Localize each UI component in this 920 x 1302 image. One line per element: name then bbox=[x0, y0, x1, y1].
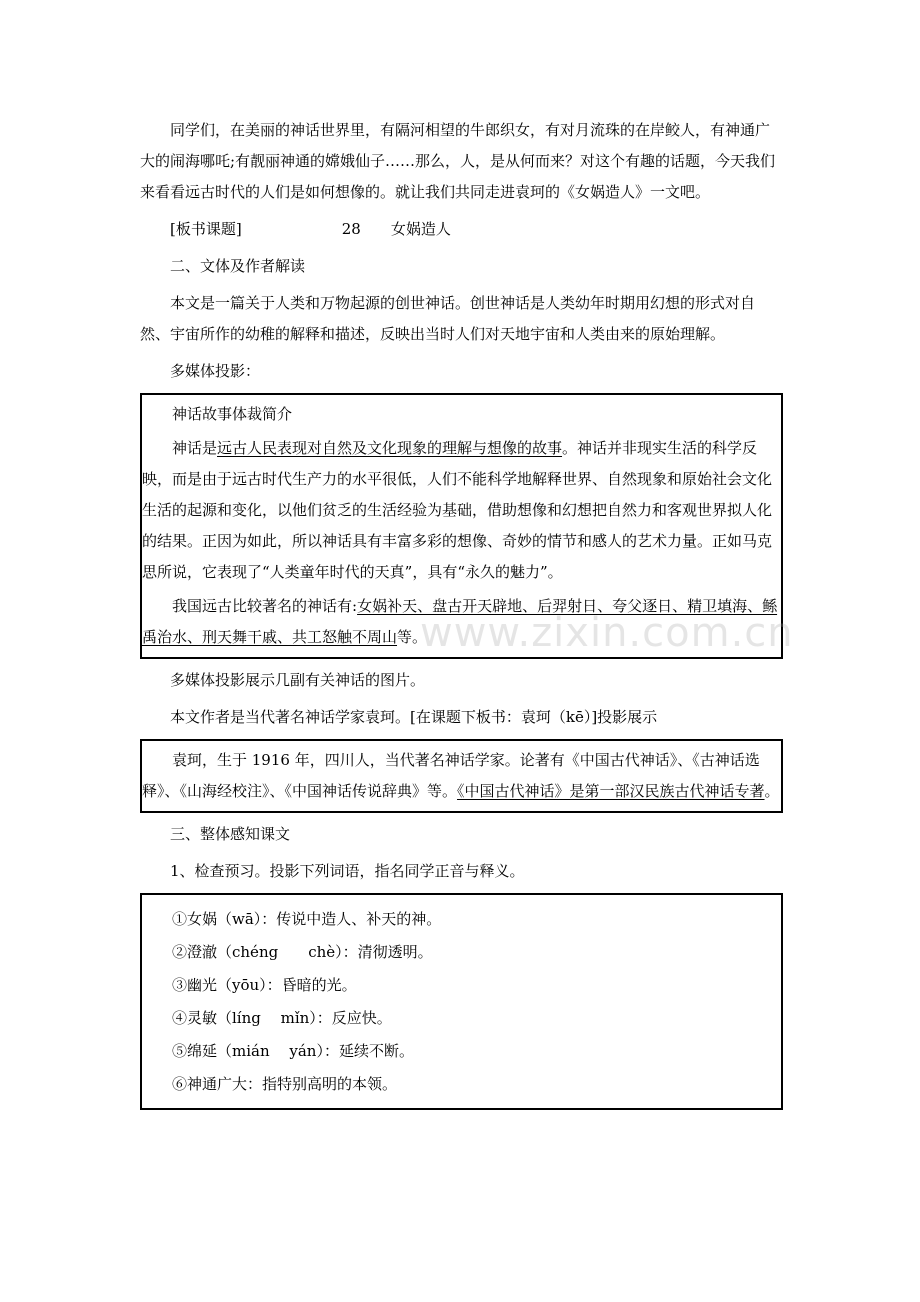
vocab-item: ②澄澈（chéng chè）：清彻透明。 bbox=[172, 943, 433, 961]
famous-myths-list: 女娲补天、盘古开天辟地、后羿射日、夸父逐日、精卫填海、鲧禹治水、刑天舞干戚、共工怒触不周山 bbox=[142, 597, 778, 646]
myth-def-underlined: 远古人民表现对自然及文化现象的理解与想像的故事 bbox=[217, 439, 563, 457]
author-box bbox=[140, 739, 783, 813]
watermark: www.zixin.com.cn bbox=[420, 610, 794, 656]
myth-box-title: 神话故事体裁简介 bbox=[172, 405, 293, 423]
lesson-number: 28 bbox=[341, 220, 361, 238]
famous-myths-start: 我国远古比较著名的神话有: bbox=[172, 597, 358, 615]
preview-task: 1、检查预习。投影下列词语，指名同学正音与释义。 bbox=[170, 862, 525, 880]
vocab-item: ⑥神通广大：指特别高明的本领。 bbox=[172, 1075, 398, 1093]
author-line: 本文作者是当代著名神话学家袁珂。[在课题下板书：袁珂（kē）]投影展示 bbox=[170, 708, 658, 726]
famous-myths-end: 等。 bbox=[397, 628, 428, 646]
vocab-box bbox=[140, 893, 783, 1110]
board-label: [板书课题] bbox=[170, 220, 242, 238]
vocab-item: ④灵敏（líng mǐn）：反应快。 bbox=[172, 1009, 392, 1027]
intro-paragraph: 同学们，在美丽的神话世界里，有隔河相望的牛郎织女，有对月流珠的在岸鲛人，有神通广大的闹海哪吒;有靓丽神通的嫦娥仙子……那么，人，是从何而来？对这个有趣的话题，今天我们来看看远古时代的人们是如何想像的。就让我们共同走进袁珂的《女娲造人》一文吧。 bbox=[140, 121, 776, 201]
projection-label: 多媒体投影： bbox=[170, 362, 261, 380]
myth-intro-box bbox=[140, 393, 783, 659]
myth-def-start: 神话是 bbox=[172, 439, 218, 457]
myth-def-rest: 。神话并非现实生活的科学反映，而是由于远古时代生产力的水平很低，人们不能科学地解释世界、自然现象和原始社会文化生活的起源和变化，以他们贫乏的生活经验为基础，借助想像和幻想把自然力和客观世界拟人化的结果。正因为如此，所以神话具有丰富多彩的想像、奇妙的情节和感人的艺术力量。正如马克思所说，它表现了“人类童年时代的天真”，具有“永久的魅力”。 bbox=[142, 439, 773, 581]
pictures-line: 多媒体投影展示几副有关神话的图片。 bbox=[170, 671, 426, 689]
author-bio-end: 。 bbox=[764, 782, 780, 800]
vocab-item: ③幽光（yōu）：昏暗的光。 bbox=[172, 976, 357, 994]
document-page bbox=[140, 115, 783, 1116]
author-bio-underlined: 《中国古代神话》是第一部汉民族古代神话专著 bbox=[457, 782, 765, 800]
famous-myths-paragraph bbox=[142, 591, 781, 653]
vocab-item: ⑤绵延（mián yán）：延续不断。 bbox=[172, 1042, 414, 1060]
author-bio-paragraph bbox=[142, 745, 781, 807]
lesson-title: 女娲造人 bbox=[390, 220, 451, 238]
author-bio-start: 袁珂，生于 1916 年，四川人，当代著名神话学家。论著有《中国古代神话》、《古神话选释》、《山海经校注》、《中国神话传说辞典》等。 bbox=[142, 751, 760, 800]
section-heading-overview: 三、整体感知课文 bbox=[170, 825, 291, 843]
board-title-line bbox=[140, 214, 783, 245]
section-heading-genre: 二、文体及作者解读 bbox=[170, 257, 306, 275]
myth-definition-paragraph bbox=[142, 433, 781, 588]
vocab-item: ①女娲（wā）：传说中造人、补天的神。 bbox=[172, 910, 442, 928]
genre-paragraph: 本文是一篇关于人类和万物起源的创世神话。创世神话是人类幼年时期用幻想的形式对自然、宇宙所作的幼稚的解释和描述，反映出当时人们对天地宇宙和人类由来的原始理解。 bbox=[140, 294, 756, 343]
